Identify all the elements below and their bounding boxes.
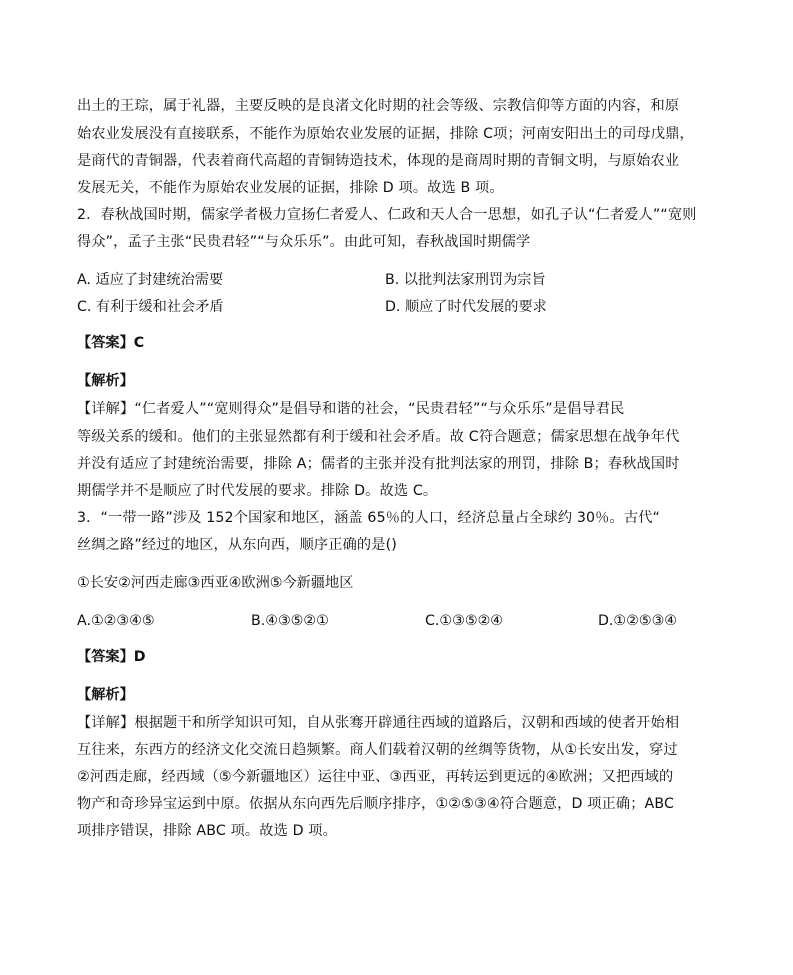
q3-answer: 【答案】D <box>77 649 146 665</box>
prev-analysis-line: 发展无关，不能作为原始农业发展的证据，排除 D 项。故选 B 项。 <box>77 180 504 196</box>
q3-detail-line: 【详解】根据题干和所学知识可知，自从张骞开辟通往西域的道路后，汉朝和西域的使者开始相 <box>77 715 680 731</box>
q2-detail-line: 并没有适应了封建统治需要，排除 A；儒者的主张并没有批判法家的刑罚，排除 B；春秋战国时 <box>77 456 680 472</box>
q2-option-d: D. 顺应了时代发展的要求 <box>385 299 547 315</box>
q3-items: ①长安②河西走廊③西亚④欧洲⑤今新疆地区 <box>77 575 354 591</box>
q2-stem-line: 得众”，孟子主张“民贵君轻”“与众乐乐”。由此可知，春秋战国时期儒学 <box>77 234 531 250</box>
q2-detail-line: 等级关系的缓和。他们的主张显然都有利于缓和社会矛盾。故 C符合题意；儒家思想在战争年代 <box>77 429 680 445</box>
q2-stem-line: 2．春秋战国时期，儒家学者极力宣扬仁者爱人、仁政和天人合一思想，如孔子认“仁者爱人”“宽则 <box>77 207 697 223</box>
prev-analysis-line: 出土的王琮，属于礼器，主要反映的是良渚文化时期的社会等级、宗教信仰等方面的内容，和原 <box>77 98 680 114</box>
prev-analysis-line: 是商代的青铜器，代表着商代高超的青铜铸造技术，体现的是商周时期的青铜文明，与原始农业 <box>77 153 680 169</box>
q2-analysis-label: 【解析】 <box>77 373 134 389</box>
q3-detail-line: 物产和奇珍异宝运到中原。依据从东向西先后顺序排序，①②⑤③④符合题意，D 项正确；ABC <box>77 796 675 812</box>
prev-analysis-line: 始农业发展没有直接联系，不能作为原始农业发展的证据，排除 C项；河南安阳出土的司母戊鼎， <box>77 126 694 142</box>
q3-detail-line: 互往来，东西方的经济文化交流日趋频繁。商人们载着汉朝的丝绸等货物，从①长安出发，穿过 <box>77 742 678 758</box>
q3-option-d: D.①②⑤③④ <box>598 613 678 629</box>
q3-option-c: C.①③⑤②④ <box>425 613 504 629</box>
q2-detail-line: 期儒学并不是顺应了时代发展的要求。排除 D。故选 C。 <box>77 483 438 499</box>
q3-option-b: B.④③⑤②① <box>251 613 329 629</box>
q3-analysis-label: 【解析】 <box>77 687 134 703</box>
q3-detail-line: 项排序错误，排除 ABC 项。故选 D 项。 <box>77 823 337 839</box>
q2-option-b: B. 以批判法家刑罚为宗旨 <box>385 272 546 288</box>
q2-answer: 【答案】C <box>77 335 145 351</box>
q2-option-c: C. 有利于缓和社会矛盾 <box>77 299 224 315</box>
q3-stem-line: 丝绸之路”经过的地区，从东向西，顺序正确的是() <box>77 537 397 553</box>
q2-detail-line: 【详解】“仁者爱人”“宽则得众”是倡导和谐的社会，“民贵君轻”“与众乐乐”是倡导君民 <box>77 401 625 417</box>
q3-stem-line: 3．“一带一路”涉及 152个国家和地区，涵盖 65％的人口，经济总量占全球约 30％。古代“ <box>77 510 661 526</box>
q2-option-a: A. 适应了封建统治需要 <box>77 272 224 288</box>
q3-option-a: A.①②③④⑤ <box>77 613 155 629</box>
q3-detail-line: ②河西走廊，经西域（⑤今新疆地区）运往中亚、③西亚，再转运到更远的④欧洲；又把西域的 <box>77 769 674 785</box>
